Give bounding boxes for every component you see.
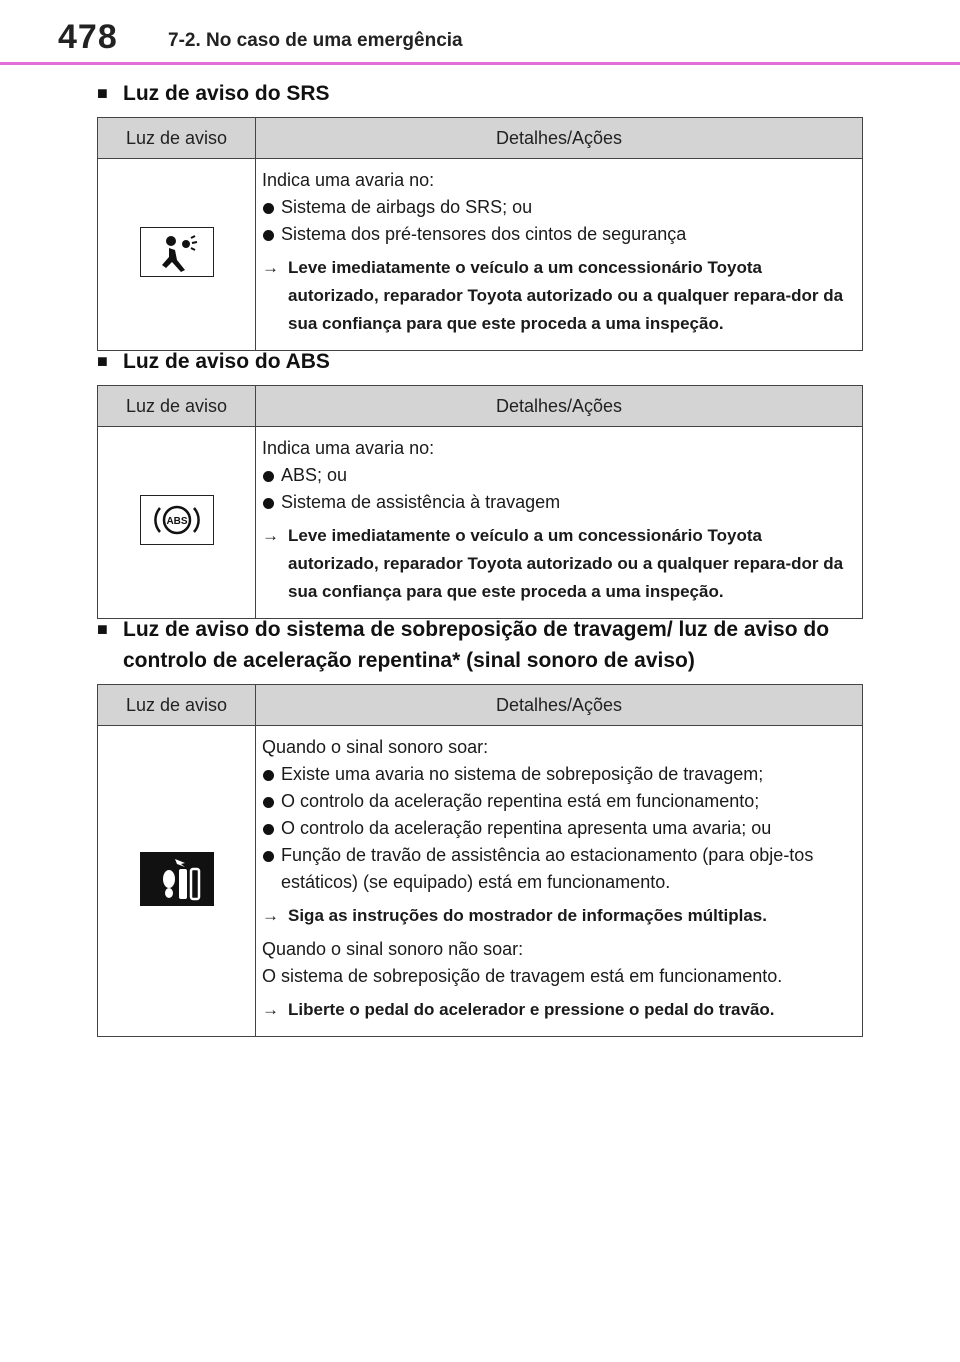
table-row (98, 159, 863, 351)
column-header-light: Luz de aviso (98, 386, 256, 427)
abs-icon-text: ABS (165, 516, 188, 527)
details-intro: Quando o sinal sonoro soar: (262, 737, 489, 757)
heading-text: Luz de aviso do SRS (123, 82, 330, 105)
warning-table (97, 684, 863, 1037)
details-cell (256, 159, 863, 351)
table-row (98, 726, 863, 1037)
table-header-row (98, 118, 863, 159)
action-instruction: → Leve imediatamente o veículo a um concessionário Toyota autorizado, reparador Toyota autorizado ou a qualquer repara-dor da sua confiança para que este proceda a uma inspeção. (262, 254, 856, 338)
arrow-icon: → (262, 526, 279, 545)
heading-marker: ■ (97, 83, 108, 103)
icon-cell (98, 726, 256, 1037)
table-row (98, 427, 863, 619)
action-instruction: → Siga as instruções do mostrador de informações múltiplas. (262, 902, 856, 930)
section-heading (97, 78, 863, 109)
icon-cell (98, 427, 256, 619)
icon-cell (98, 159, 256, 351)
section-brake-override (97, 614, 863, 1037)
column-header-light: Luz de aviso (98, 685, 256, 726)
section-abs (97, 346, 863, 619)
arrow-icon: → (262, 1000, 279, 1019)
list-item: Existe uma avaria no sistema de sobreposição de travagem; (262, 761, 856, 788)
details-intro: Indica uma avaria no: (262, 438, 435, 458)
column-header-details: Detalhes/Ações (256, 685, 863, 726)
heading-text: Luz de aviso do ABS (123, 350, 330, 373)
warning-table (97, 117, 863, 351)
action-instruction-2: → Liberte o pedal do acelerador e pressione o pedal do travão. (262, 996, 856, 1024)
page-header (0, 0, 960, 70)
details-intro: Indica uma avaria no: (262, 170, 435, 190)
heading-text: Luz de aviso do sistema de sobreposição de travagem/ luz de aviso do controlo de aceleração repentina* (sinal sonoro de aviso) (123, 618, 830, 672)
list-item: ABS; ou (262, 462, 856, 489)
brake-override-warning-icon (140, 852, 214, 906)
action-instruction: → Leve imediatamente o veículo a um concessionário Toyota autorizado, reparador Toyota autorizado ou a qualquer repara-dor da sua confiança para que este proceda a uma inspeção. (262, 522, 856, 606)
list-item: O controlo da aceleração repentina está em funcionamento; (262, 788, 856, 815)
page-number: 478 (58, 18, 118, 56)
details-cell (256, 726, 863, 1037)
arrow-icon: → (262, 258, 279, 277)
abs-warning-icon (140, 495, 214, 545)
details-text-2: O sistema de sobreposição de travagem está em funcionamento. (262, 966, 783, 986)
details-cell (256, 427, 863, 619)
warning-table (97, 385, 863, 619)
list-item: Sistema de assistência à travagem (262, 489, 856, 516)
list-item: O controlo da aceleração repentina apresenta uma avaria; ou (262, 815, 856, 842)
chapter-title: 7-2. No caso de uma emergência (168, 30, 463, 51)
section-heading (97, 346, 863, 377)
heading-marker: ■ (97, 351, 108, 371)
column-header-details: Detalhes/Ações (256, 386, 863, 427)
airbag-warning-icon (140, 227, 214, 277)
heading-marker: ■ (97, 619, 108, 639)
table-header-row (98, 386, 863, 427)
details-intro-2: Quando o sinal sonoro não soar: (262, 939, 524, 959)
arrow-icon: → (262, 906, 279, 925)
list-item: Sistema de airbags do SRS; ou (262, 194, 856, 221)
table-header-row (98, 685, 863, 726)
column-header-details: Detalhes/Ações (256, 118, 863, 159)
header-divider (0, 62, 960, 65)
section-heading (97, 614, 863, 676)
list-item: Função de travão de assistência ao estacionamento (para obje-tos estáticos) (se equipado) está em funcionamento. (262, 842, 856, 896)
list-item: Sistema dos pré-tensores dos cintos de segurança (262, 221, 856, 248)
section-srs (97, 78, 863, 351)
column-header-light: Luz de aviso (98, 118, 256, 159)
